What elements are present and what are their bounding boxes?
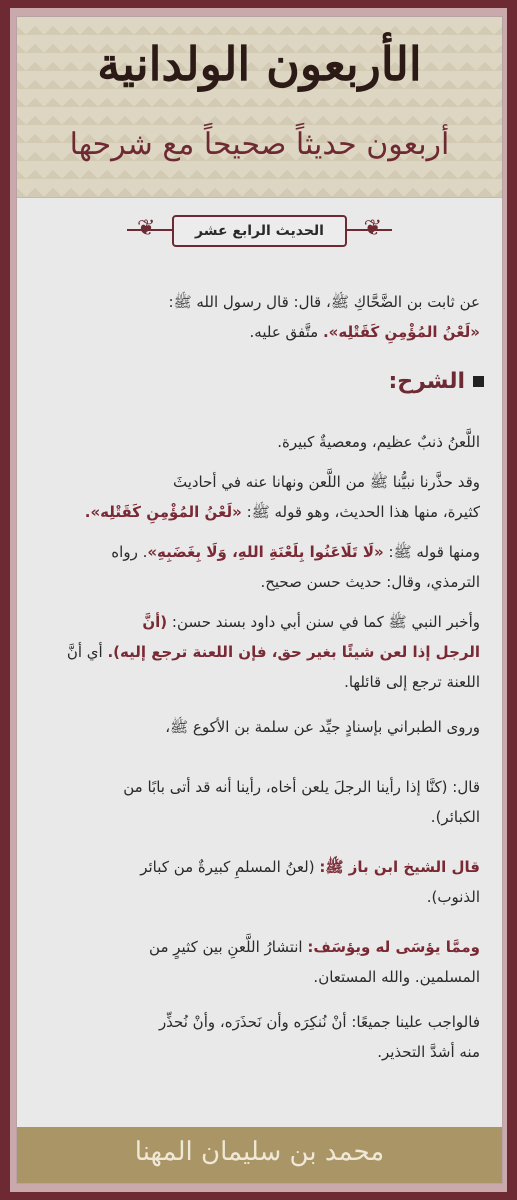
ibn-baz-quote: (لعنُ المسلمِ كبيرةٌ من كبائر xyxy=(140,858,320,876)
para-7-line-2: الذنوب). xyxy=(426,888,480,906)
hadith-source: متَّفق عليه. xyxy=(249,323,323,341)
ornament-left-icon: ❦ xyxy=(137,216,156,241)
hadith-quote: «لَعْنُ المُؤْمِنِ كَقَتْلِه». xyxy=(322,323,480,341)
para-3-pre: ومنها قوله ﷺ: xyxy=(383,543,480,561)
footer xyxy=(17,1127,502,1183)
para-3-quote: «لَا تَلَاعَنُوا بِلَعْنَةِ اللهِ، وَلَا بِغَضَبِهِ» xyxy=(147,543,384,561)
sharh-title: الشرح: xyxy=(388,369,465,394)
para-2-text: كثيرة، منها هذا الحديث، وهو قوله ﷺ: xyxy=(241,503,480,521)
para-3-line-1 xyxy=(33,537,480,567)
para-4-text: وأخبر النبي ﷺ كما في سنن أبي داود بسند حسن: xyxy=(167,613,480,631)
para-9-line-2: منه أشدَّ التحذير. xyxy=(377,1043,480,1061)
hadith-number: الحديث الرابع عشر xyxy=(172,215,347,247)
sharh-heading xyxy=(388,369,484,394)
para-3-line-2: الترمذي، وقال: حديث حسن صحيح. xyxy=(260,573,480,591)
para-6-line-2: الكبائر). xyxy=(430,808,480,826)
para-4-quote-start: (أنَّ xyxy=(142,613,168,631)
hadith-number-banner xyxy=(127,213,392,247)
para-8-line-2: المسلمين. والله المستعان. xyxy=(313,968,480,986)
para-2-line-1: وقد حذَّرنا نبيُّنا ﷺ من اللَّعن ونهانا عنه في أحاديثَ xyxy=(172,473,480,491)
hadith-line-2 xyxy=(33,317,480,347)
para-8-line-1 xyxy=(33,932,480,962)
para-5: وروى الطبراني بإسنادٍ جيِّد عن سلمة بن الأكوع ﷺ، xyxy=(165,718,480,736)
content-card xyxy=(16,16,503,1184)
para-8-label: وممَّا يؤسَى له ويؤسَف: xyxy=(307,938,480,956)
hadith-line-1: عن ثابت بن الضَّحَّاكِ ﷺ، قال: قال رسول الله ﷺ: xyxy=(168,293,480,311)
para-4-line-1 xyxy=(33,607,480,637)
ibn-baz-label: قال الشيخ ابن باز ﷺ: xyxy=(319,858,480,876)
bullet-square-icon xyxy=(473,376,484,387)
para-8-text: انتشارُ اللَّعنِ بين كثيرٍ من xyxy=(149,938,308,956)
para-4-quote: الرجل إذا لعن شيئًا بغير حق، فإن اللعنة ترجع إليه). xyxy=(107,643,480,661)
para-2-line-2 xyxy=(33,497,480,527)
para-1: اللَّعنُ ذنبٌ عظيم، ومعصيةٌ كبيرة. xyxy=(277,433,480,451)
para-4-post: أي أنَّ xyxy=(66,643,108,661)
para-4-line-2 xyxy=(33,637,480,667)
para-7-line-1 xyxy=(33,852,480,882)
para-3-post: . رواه xyxy=(111,543,148,561)
author-signature: محمد بن سليمان المهنا xyxy=(134,1137,385,1167)
para-2-quote: «لَعْنُ المُؤْمِنِ كَقَتْلِه». xyxy=(84,503,242,521)
para-9-line-1: فالواجب علينا جميعًا: أنْ نُنكِرَه وأن نَحذَرَه، وأنْ نُحذِّر xyxy=(158,1013,480,1031)
header xyxy=(17,17,502,198)
ornament-right-icon: ❦ xyxy=(363,216,382,241)
book-subtitle: أربعون حديثاً صحيحاً مع شرحها xyxy=(69,127,450,162)
book-title: الأربعون الولدانية xyxy=(97,37,422,91)
para-4-line-3: اللعنة ترجع إلى قائلها. xyxy=(344,673,480,691)
para-6-line-1: قال: (كنَّا إذا رأينا الرجلَ يلعن أخاه، رأينا أنه قد أتى بابًا من xyxy=(123,778,480,796)
